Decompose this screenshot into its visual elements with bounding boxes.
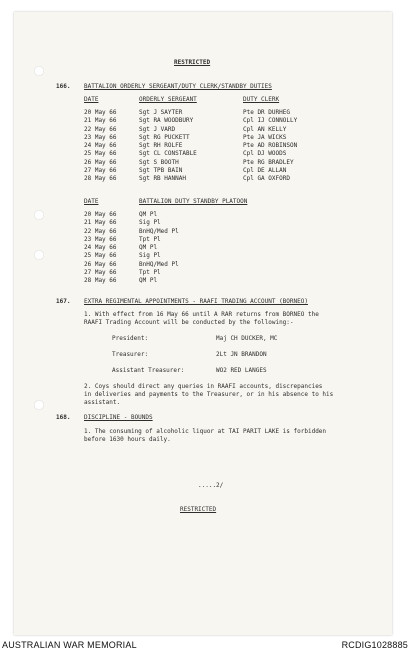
list-item: Cpl AN KELLY <box>243 125 287 133</box>
paragraph-167-2-line1: 2. Coys should direct any queries in RAAFI accounts, discrepancies <box>84 383 323 390</box>
list-item: Tpt Pl <box>139 269 161 277</box>
archive-credit: AUSTRALIAN WAR MEMORIAL <box>2 640 137 650</box>
list-item: BnHQ/Med Pl <box>139 260 179 268</box>
list-item: Pte DR DURHEG <box>243 109 290 116</box>
orderly-sergeant-list <box>139 109 197 184</box>
list-item: BnHQ/Med Pl <box>139 227 179 235</box>
list-item: Sgt J SAYTER <box>139 109 183 116</box>
list-item: Sgt TPB BAIN <box>139 167 183 175</box>
standby-dates-list <box>84 211 117 286</box>
role-name-president: Maj CH DUCKER, MC <box>216 335 278 342</box>
list-item: 21 May 66 <box>84 117 117 125</box>
list-item: 26 May 66 <box>84 158 117 166</box>
list-item: 24 May 66 <box>84 142 117 150</box>
list-item: Sgt S BOOTH <box>139 158 179 166</box>
list-item: 27 May 66 <box>84 269 117 277</box>
col-header-date-2: DATE <box>84 198 99 205</box>
list-item: 25 May 66 <box>84 150 117 158</box>
archive-reference-id: RCDIG1028885 <box>341 640 408 650</box>
role-label-president: President: <box>112 335 149 342</box>
list-item: 20 May 66 <box>84 211 117 218</box>
list-item: 22 May 66 <box>84 125 117 133</box>
list-item: 28 May 66 <box>84 175 117 183</box>
section-title-167: EXTRA REGIMENTAL APPOINTMENTS - RAAFI TRADING ACCOUNT (BORNEO) <box>84 298 308 305</box>
list-item: Sig Pl <box>139 252 161 260</box>
list-item: Pte AD ROBINSON <box>243 142 298 150</box>
section-title-168: DISCIPLINE - BOUNDS <box>84 414 153 421</box>
section-number-167: 167. <box>56 298 71 305</box>
role-name-assistant-treasurer: WO2 RED LANGES <box>216 367 267 374</box>
list-item: Cpl DE ALLAN <box>243 167 287 175</box>
standby-platoon-list <box>139 211 179 286</box>
paragraph-168-1-line2: before 1630 hours daily. <box>84 436 171 443</box>
role-label-assistant-treasurer: Assistant Treasurer: <box>112 367 185 374</box>
list-item: 27 May 66 <box>84 167 117 175</box>
list-item: Pte JA WICKS <box>243 133 287 141</box>
list-item: Cpl GA OXFORD <box>243 175 290 183</box>
section-number-168: 168. <box>56 414 71 421</box>
security-marking-bottom: RESTRICTED <box>180 506 217 513</box>
duty-dates-list <box>84 109 117 184</box>
list-item: Sgt RG PUCKETT <box>139 133 190 141</box>
list-item: 28 May 66 <box>84 277 117 285</box>
list-item: 22 May 66 <box>84 227 117 235</box>
list-item: Sig Pl <box>139 219 161 227</box>
punch-hole <box>34 250 44 260</box>
list-item: 25 May 66 <box>84 252 117 260</box>
security-marking-top: RESTRICTED <box>174 59 211 66</box>
col-header-date: DATE <box>84 96 99 103</box>
document-page <box>14 12 392 635</box>
list-item: 23 May 66 <box>84 235 117 243</box>
list-item: Sgt CL CONSTABLE <box>139 150 197 158</box>
punch-hole <box>34 400 44 410</box>
section-number-166: 166. <box>56 83 71 90</box>
list-item: Pte RG BRADLEY <box>243 158 294 166</box>
list-item: Sgt RA WOODBURY <box>139 117 194 125</box>
col-header-orderly-sergeant: ORDERLY SERGEANT <box>139 96 197 103</box>
list-item: Sgt RH ROLFE <box>139 142 183 150</box>
list-item: QM Pl <box>139 277 158 285</box>
duty-clerk-list <box>243 109 297 184</box>
paragraph-167-1-line1: 1. With effect from 16 May 66 until A RAR returns from BORNEO the <box>84 311 319 318</box>
role-label-treasurer: Treasurer: <box>112 351 149 358</box>
paragraph-168-1-line1: 1. The consuming of alcoholic liquor at TAI PARIT LAKE is forbidden <box>84 428 327 435</box>
list-item: 26 May 66 <box>84 260 117 268</box>
paragraph-167-1-line2: RAAFI Trading Account will be conducted by the following:- <box>84 319 294 326</box>
list-item: Tpt Pl <box>139 235 161 243</box>
punch-hole <box>34 210 44 220</box>
list-item: 21 May 66 <box>84 219 117 227</box>
section-title-166: BATTALION ORDERLY SERGEANT/DUTY CLERK/STANDBY DUTIES <box>84 83 272 90</box>
list-item: Cpl DJ WOODS <box>243 150 287 158</box>
paragraph-167-2-line3: assistant. <box>84 399 121 406</box>
col-header-standby-platoon: BATTALION DUTY STANDBY PLATOON <box>139 198 248 205</box>
list-item: Sgt J VARD <box>139 125 176 133</box>
list-item: QM Pl <box>139 244 158 252</box>
list-item: QM Pl <box>139 211 158 218</box>
list-item: Cpl IJ CONNOLLY <box>243 117 298 125</box>
list-item: 24 May 66 <box>84 244 117 252</box>
list-item: 23 May 66 <box>84 133 117 141</box>
col-header-duty-clerk: DUTY CLERK <box>243 96 280 103</box>
punch-hole <box>34 66 44 76</box>
list-item: 20 May 66 <box>84 109 117 116</box>
continuation-marker: .....2/ <box>198 482 224 489</box>
list-item: Sgt RB HANNAH <box>139 175 186 183</box>
paragraph-167-2-line2: in deliveries and payments to the Treasurer, or in his absence to his <box>84 391 334 398</box>
role-name-treasurer: 2Lt JN BRANDON <box>216 351 267 358</box>
